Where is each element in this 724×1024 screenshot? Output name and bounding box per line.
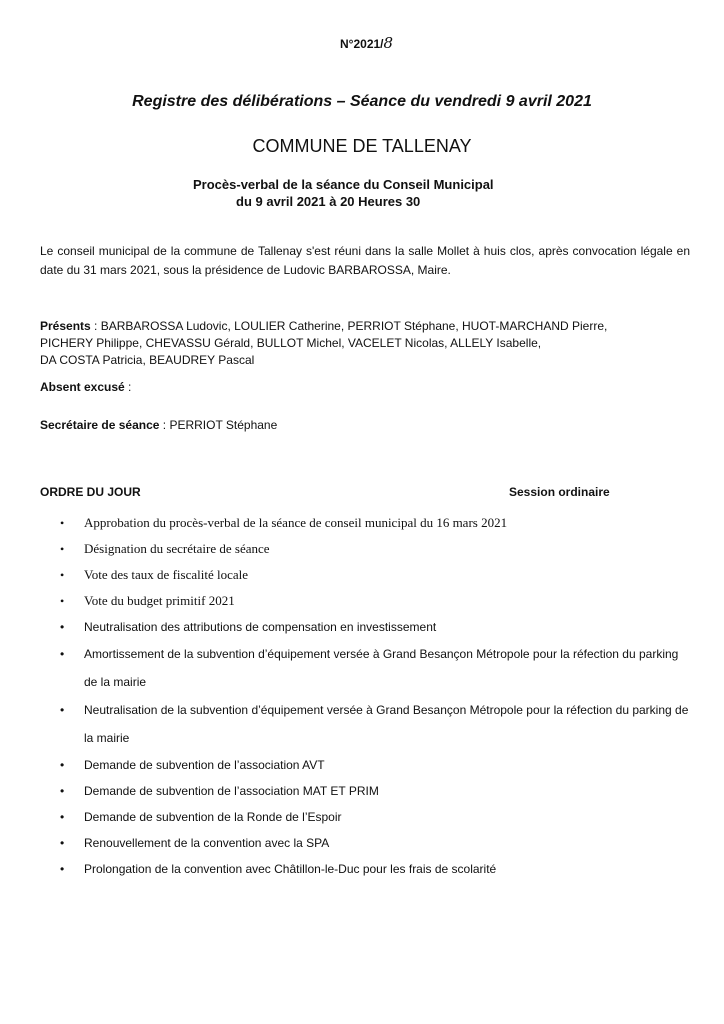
agenda-item: [60, 640, 690, 696]
register-title: Registre des délibérations – Séance du vendredi 9 avril 2021: [132, 93, 592, 110]
bullet-icon: •: [60, 836, 65, 850]
document-number-printed: N°2021/: [340, 37, 384, 51]
agenda-item-text: Demande de subvention de l’association MAT ET PRIM: [84, 784, 379, 798]
agenda-title: ORDRE DU JOUR: [40, 485, 141, 499]
bullet-icon: •: [60, 703, 65, 717]
document-number-handwritten: 8: [383, 34, 394, 52]
agenda-item: [60, 510, 690, 536]
presents-label: Présents: [40, 319, 91, 333]
document-number: [340, 34, 393, 52]
agenda-list: [60, 510, 690, 882]
secretaire-value: PERRIOT Stéphane: [169, 418, 278, 432]
presents-line-1: [40, 318, 695, 335]
presents-names-3: DA COSTA Patricia, BEAUDREY Pascal: [40, 353, 255, 367]
secretaire-line: [40, 418, 277, 432]
bullet-icon: •: [60, 862, 65, 876]
presents-names-2: PICHERY Philippe, CHEVASSU Gérald, BULLOT Michel, VACELET Nicolas, ALLELY Isabelle,: [40, 336, 542, 350]
commune-name: COMMUNE DE TALLENAY: [252, 136, 472, 156]
secretaire-separator: :: [159, 418, 170, 432]
secretaire-label: Secrétaire de séance: [40, 418, 160, 432]
agenda-item: [60, 562, 690, 588]
bullet-icon: •: [60, 568, 65, 582]
presents-separator: :: [90, 319, 101, 333]
absent-separator: :: [124, 380, 132, 394]
bullet-icon: •: [60, 758, 65, 772]
agenda-item-text: Vote des taux de fiscalité locale: [84, 567, 249, 582]
agenda-item-text: Vote du budget primitif 2021: [84, 593, 235, 608]
agenda-item: [60, 588, 690, 614]
agenda-item-text: Renouvellement de la convention avec la SPA: [84, 836, 330, 850]
agenda-item-text: Désignation du secrétaire de séance: [84, 541, 270, 556]
bullet-icon: •: [60, 594, 65, 608]
bullet-icon: •: [60, 516, 65, 530]
agenda-item-text: Prolongation de la convention avec Châtillon-le-Duc pour les frais de scolarité: [84, 862, 497, 876]
bullet-icon: •: [60, 542, 65, 556]
bullet-icon: •: [60, 784, 65, 798]
agenda-item: [60, 804, 690, 830]
presents-names-1: BARBAROSSA Ludovic, LOULIER Catherine, PERRIOT Stéphane, HUOT-MARCHAND Pierre,: [100, 319, 608, 333]
agenda-item-text: Approbation du procès-verbal de la séance de conseil municipal du 16 mars 2021: [84, 515, 508, 530]
bullet-icon: •: [60, 810, 65, 824]
bullet-icon: •: [60, 620, 65, 634]
proces-verbal-line-2: du 9 avril 2021 à 20 Heures 30: [236, 194, 421, 209]
agenda-item-text: Neutralisation de la subvention d’équipement versée à Grand Besançon Métropole pour la réfection du parking de la mairie: [84, 703, 689, 745]
agenda-item-text: Neutralisation des attributions de compensation en investissement: [84, 620, 437, 634]
agenda-item: [60, 856, 690, 882]
agenda-item: [60, 696, 690, 752]
absent-line: [40, 380, 131, 394]
bullet-icon: •: [60, 647, 65, 661]
absent-label: Absent excusé: [40, 380, 125, 394]
agenda-item-text: Amortissement de la subvention d’équipement versée à Grand Besançon Métropole pour la réfection du parking de la mairie: [84, 647, 679, 689]
agenda-item: [60, 536, 690, 562]
agenda-item: [60, 614, 690, 640]
agenda-item-text: Demande de subvention de la Ronde de l’Espoir: [84, 810, 342, 824]
agenda-item: [60, 830, 690, 856]
agenda-item-text: Demande de subvention de l’association AVT: [84, 758, 325, 772]
intro-paragraph: Le conseil municipal de la commune de Tallenay s'est réuni dans la salle Mollet à huis clos, après convocation légale en date du 31 mars 2021, sous la présidence de Ludovic BARBAROSSA, Maire.: [40, 244, 690, 277]
agenda-item: [60, 778, 690, 804]
proces-verbal-line-1: Procès-verbal de la séance du Conseil Municipal: [193, 177, 494, 192]
presents-block: [40, 318, 695, 369]
session-type: Session ordinaire: [509, 485, 610, 499]
agenda-item: [60, 752, 690, 778]
